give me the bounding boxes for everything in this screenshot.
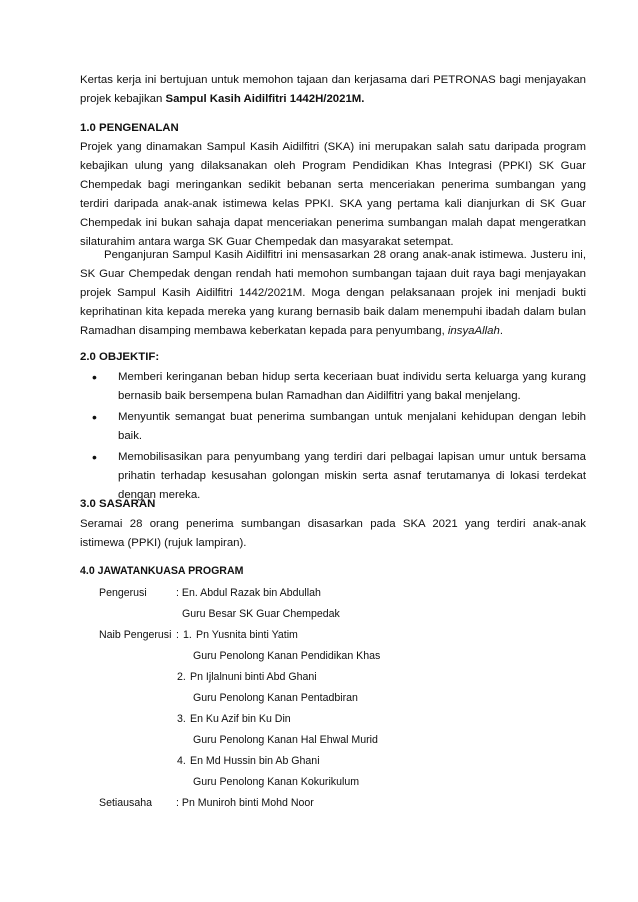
- section-1-paragraph-1: Projek yang dinamakan Sampul Kasih Aidilfitri (SKA) ini merupakan salah satu daripada program kebajikan ulung yang dilaksanakan oleh Program Pendidikan Khas Integrasi (PPKI) SK Guar Chempedak bagi meringankan sedikit bebanan serta menceriakan penerima sumbangan yang terdiri daripada anak-anak istimewa kelas PPKI. SKA yang pertama kali dianjurkan di SK Guar Chempedak ini bukan sahaja dapat menceriakan penerima sumbangan malah dapat mengeratkan silaturahim antara warga SK Guar Chempedak dan masyarakat setempat.: [80, 141, 586, 248]
- setiausaha-name: : Pn Muniroh binti Mohd Noor: [176, 797, 314, 809]
- objective-item: [90, 408, 586, 446]
- naib-pengerusi-label: Naib Pengerusi: [99, 629, 172, 641]
- section-3-heading: 3.0 SASARAN: [80, 498, 156, 510]
- naib-number: 3.: [177, 713, 186, 725]
- naib-number: 4.: [177, 755, 186, 767]
- section-4-heading: 4.0 JAWATANKUASA PROGRAM: [80, 565, 244, 577]
- section-1-paragraph-2: [80, 246, 586, 341]
- pengerusi-label: Pengerusi: [99, 587, 147, 599]
- objective-text: Memobilisasikan para penyumbang yang terdiri dari pelbagai lapisan umur untuk bersama prihatin terhadap kesusahan golongan miskin serta asnaf terutamanya di lokasi terdekat dengan mereka.: [118, 451, 586, 501]
- naib-name: Pn Yusnita binti Yatim: [196, 629, 298, 641]
- colon: :: [176, 629, 179, 641]
- objective-list: [90, 368, 586, 507]
- objective-text: Memberi keringanan beban hidup serta keceriaan buat individu serta keluarga yang kurang bernasib baik bersempena bulan Ramadhan dan Aidilfitri yang bakal menjelang.: [118, 371, 586, 402]
- objective-text: Menyuntik semangat buat penerima sumbangan untuk menjalani kehidupan dengan lebih baik.: [118, 411, 586, 442]
- section-1-paragraph-2-italic: insyaAllah: [447, 325, 500, 337]
- naib-role: Guru Penolong Kanan Pendidikan Khas: [193, 650, 381, 662]
- bullet-icon: •: [92, 449, 97, 465]
- naib-number: 1.: [183, 629, 192, 641]
- bullet-icon: •: [92, 409, 97, 425]
- naib-name: En Ku Azif bin Ku Din: [190, 713, 291, 725]
- naib-role: Guru Penolong Kanan Kokurikulum: [193, 776, 360, 788]
- intro-text: Kertas kerja ini bertujuan untuk memohon tajaan dan kerjasama dari PETRONAS bagi menjayakan projek kebajikan: [80, 74, 586, 105]
- section-1-heading: 1.0 PENGENALAN: [80, 122, 179, 134]
- intro-paragraph: [80, 71, 586, 109]
- section-3-paragraph: Seramai 28 orang penerima sumbangan disasarkan pada SKA 2021 yang terdiri anak-anak istimewa (PPKI) (rujuk lampiran).: [80, 518, 586, 549]
- section-1-paragraph-2-text: Penganjuran Sampul Kasih Aidilfitri ini mensasarkan 28 orang anak-anak istimewa. Justeru ini, SK Guar Chempedak dengan rendah hati memohon sumbangan tajaan duit raya bagi menjayakan projek Sampul Kasih Aidilfitri 1442/2021M. Moga dengan pelaksanaan projek ini menjadi bukti keprihatinan kita kepada mereka yang kurang bernasib baik dalam menempuhi ibadah dalam bulan Ramadhan disamping membawa keberkatan kepada para penyumbang,: [80, 249, 586, 337]
- naib-name: En Md Hussin bin Ab Ghani: [190, 755, 320, 767]
- objective-item: [90, 368, 586, 406]
- section-2-heading: 2.0 OBJEKTIF:: [80, 351, 160, 363]
- section-1-paragraph-2-end: .: [499, 325, 503, 337]
- naib-role: Guru Penolong Kanan Hal Ehwal Murid: [193, 734, 378, 746]
- setiausaha-label: Setiausaha: [99, 797, 153, 809]
- objective-item: [90, 448, 586, 505]
- pengerusi-name: : En. Abdul Razak bin Abdullah: [176, 587, 321, 599]
- intro-project-name: Sampul Kasih Aidilfitri 1442H/2021M.: [165, 93, 365, 105]
- pengerusi-role: Guru Besar SK Guar Chempedak: [182, 608, 340, 620]
- naib-number: 2.: [177, 671, 186, 683]
- naib-role: Guru Penolong Kanan Pentadbiran: [193, 692, 358, 704]
- naib-name: Pn Ijlalnuni binti Abd Ghani: [190, 671, 317, 683]
- bullet-icon: •: [92, 369, 97, 385]
